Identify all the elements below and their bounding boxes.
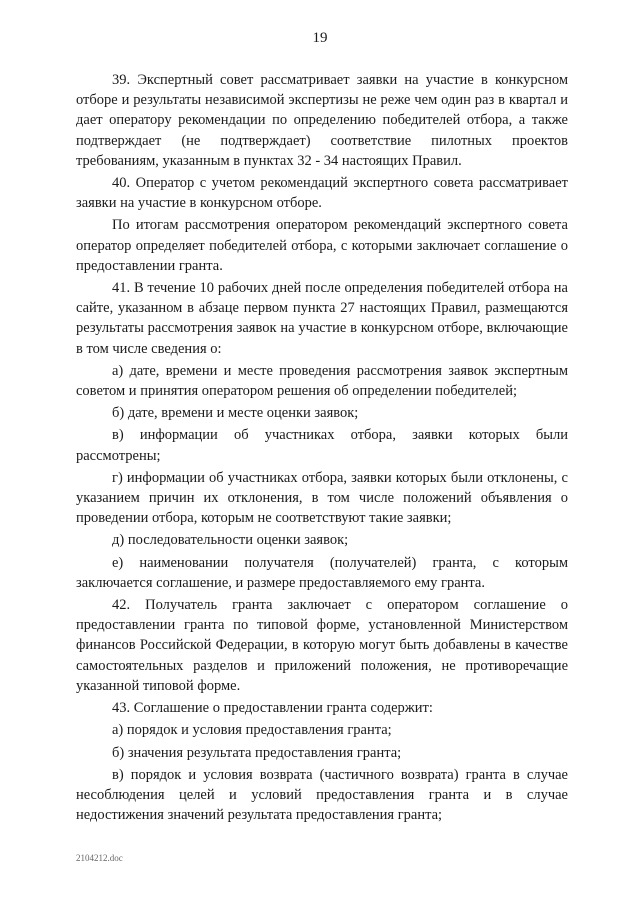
paragraph-43: 43. Соглашение о предоставлении гранта содержит:	[112, 700, 433, 717]
paragraph-41-item-v: в) информации об участниках отбора, заявки которых были рассмотрены;	[76, 427, 568, 464]
paragraph-41-item-g: г) информации об участниках отбора, заявки которых были отклонены, с указанием причин их отклонения, в том числе положений объявления о проведении отбора, которым не соответствуют такие заявки;	[76, 469, 568, 527]
paragraph-41-item-b: б) дате, времени и месте оценки заявок;	[112, 405, 359, 422]
paragraph-43-item-b: б) значения результата предоставления гранта;	[112, 744, 402, 761]
paragraph-43-item-a: а) порядок и условия предоставления гранта;	[112, 722, 392, 739]
paragraph-41-item-d: д) последовательности оценки заявок;	[112, 532, 349, 549]
paragraph-40-continuation: По итогам рассмотрения оператором рекомендаций экспертного совета оператор определяет победителей отбора, с которыми заключает соглашение о предоставлении гранта.	[76, 217, 568, 274]
paragraph-42: 42. Получатель гранта заключает с оператором соглашение о предоставлении гранта по типовой форме, установленной Министерством финансов Российской Федерации, в которую могут быть добавлены в качестве самостоятельных разделов и приложений положения, не противоречащие указанной типовой форме.	[76, 597, 568, 694]
paragraph-41-item-a: а) дате, времени и месте проведения рассмотрения заявок экспертным советом и принятия оператором решения об определении победителей;	[76, 362, 568, 400]
paragraph-43-item-v: в) порядок и условия возврата (частичного возврата) гранта в случае несоблюдения целей и условий предоставления гранта и в случае недостижения значений результата предоставления гранта;	[76, 766, 568, 824]
document-body	[76, 70, 568, 827]
paragraph-41-item-e: е) наименовании получателя (получателей) гранта, с которым заключается соглашение, и размере предоставляемого ему гранта.	[76, 554, 568, 591]
page-number: 19	[312, 30, 328, 46]
paragraph-39: 39. Экспертный совет рассматривает заявки на участие в конкурсном отборе и результаты независимой экспертизы не реже чем один раз в квартал и дает оператору рекомендации по определению победителей отбора, а также подтверждает (не подтверждает) соответствие пилотных проектов требованиям, указанным в пунктах 32 - 34 настоящих Правил.	[76, 72, 568, 169]
paragraph-41: 41. В течение 10 рабочих дней после определения победителей отбора на сайте, указанном в абзаце первом пункта 27 настоящих Правил, размещаются результаты рассмотрения заявок на участие в конкурсном отборе, включающие в том числе сведения о:	[76, 280, 568, 357]
footer-file-name: 2104212.doc	[76, 853, 123, 863]
paragraph-40: 40. Оператор с учетом рекомендаций экспертного совета рассматривает заявки на участие в конкурсном отборе.	[76, 175, 568, 212]
